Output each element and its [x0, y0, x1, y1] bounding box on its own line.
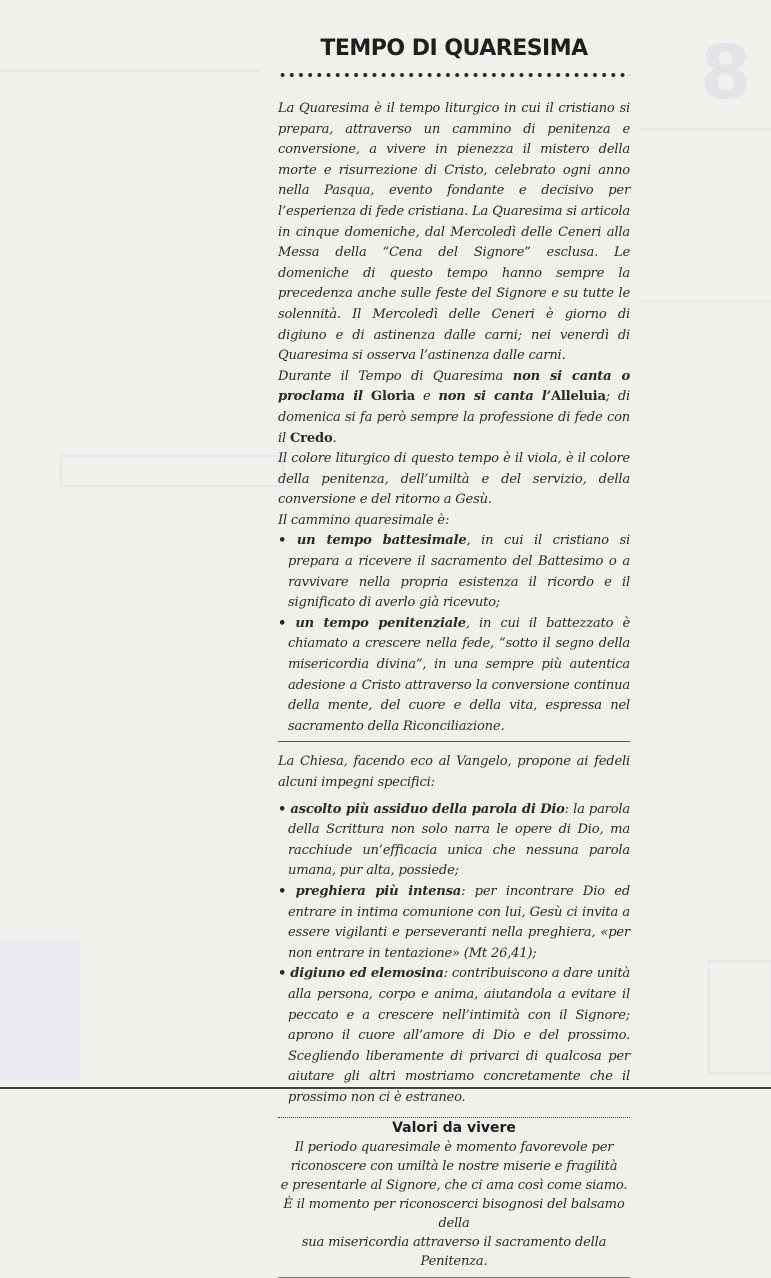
ghost-box [708, 960, 771, 1074]
ghost-line [640, 300, 771, 302]
chiesa-intro: La Chiesa, facendo eco al Vangelo, propone ai fedeli alcuni impegni specifici: [278, 754, 630, 790]
cammino-intro: Il cammino quaresimale è: [278, 512, 450, 528]
list-item: • digiuno ed elemosina: contribuiscono a dare unità alla persona, corpo e anima, aiutandola a evitare il peccato e a crescere nell’intimità con il Signore; aprono il cuore all’amore di Dio e del prossimo. Scegliendo liberamente di privarci di qualcosa per aiutare gli altri mostriamo concretamente che il prossimo non ci è estraneo. [278, 966, 631, 1105]
list-item: • un tempo penitenziale, in cui il battezzato è chiamato a crescere nella fede, “sotto il segno della misericordia divina”, in una sempre più autentica adesione a Cristo attraverso la conversione continua della mente, del cuore e della vita, espressa nel sacramento della Riconciliazione. [278, 615, 630, 734]
valori-title: Valori da vivere [392, 1119, 516, 1136]
list-item: • un tempo battesimale, in cui il cristiano si prepara a ricevere il sacramento del Battesimo o a ravvivare nella propria esistenza il ricordo e il significato di averlo già ricevuto; [278, 533, 630, 611]
ghost-box [60, 455, 284, 487]
intro-paragraph: La Quaresima è il tempo liturgico in cui il cristiano si prepara, attraverso un cammino di penitenza e conversione, a vivere in pienezza il mistero della morte e risurrezione di Cristo, celebrato ogni anno nella Pasqua, evento fondante e decisivo per l’esperienza di fede cristiana. La Quaresima si articola in cinque domeniche, dal Mercoledì delle Ceneri alla Messa della “Cena del Signore” esclusa. Le domeniche di questo tempo hanno sempre la precedenza anche sulle feste del Signore e su tutte le solennità. Il Mercoledì delle Ceneri è giorno di digiuno e di astinenza dalle carni; nei venerdì di Quaresima si osserva l’astinenza dalle carni. [278, 101, 630, 364]
ghost-line [0, 70, 260, 72]
durante-paragraph: Durante il Tempo di Quaresima non si canta o proclama il Gloria e non si canta l’Alleluia; di domenica si fa però sempre la professione di fede con il Credo. [278, 368, 630, 446]
article [278, 28, 630, 1278]
list-item: • preghiera più intensa: per incontrare Dio ed entrare in intima comunione con lui, Gesù ci invita a essere vigilanti e perseveranti nella preghiera, «per non entrare in tentazione» (Mt 26,41); [278, 883, 631, 961]
article-body [278, 99, 630, 1109]
page-title: TEMPO DI QUARESIMA [320, 36, 588, 61]
valori-divider [278, 1117, 630, 1118]
colore-paragraph: Il colore liturgico di questo tempo è il viola, è il colore della penitenza, dell’umiltà e del servizio, della conversione e del ritorno a Gesù. [278, 451, 630, 508]
list-item: • ascolto più assiduo della parola di Dio: la parola della Scrittura non solo narra le opere di Dio, ma racchiude un’efficacia unica che nessuna parola umana, pur alta, possiede; [278, 801, 631, 879]
dotted-divider [278, 71, 630, 79]
ghost-line [640, 128, 771, 130]
bottom-divider [278, 1277, 630, 1278]
ghost-page-number: 8 [700, 30, 752, 116]
page-bottom-rule [0, 1087, 771, 1089]
section-rule [278, 741, 630, 742]
ghost-blot [0, 940, 80, 1080]
valori-text: Il periodo quaresimale è momento favorevole per riconoscere con umiltà le nostre miserie e fragilità e presentarle al Signore, che ci ama così come siamo. È il momento per riconoscerci bisognosi del balsamo della sua misericordia attraverso il sacramento della Penitenza. [280, 1139, 628, 1269]
